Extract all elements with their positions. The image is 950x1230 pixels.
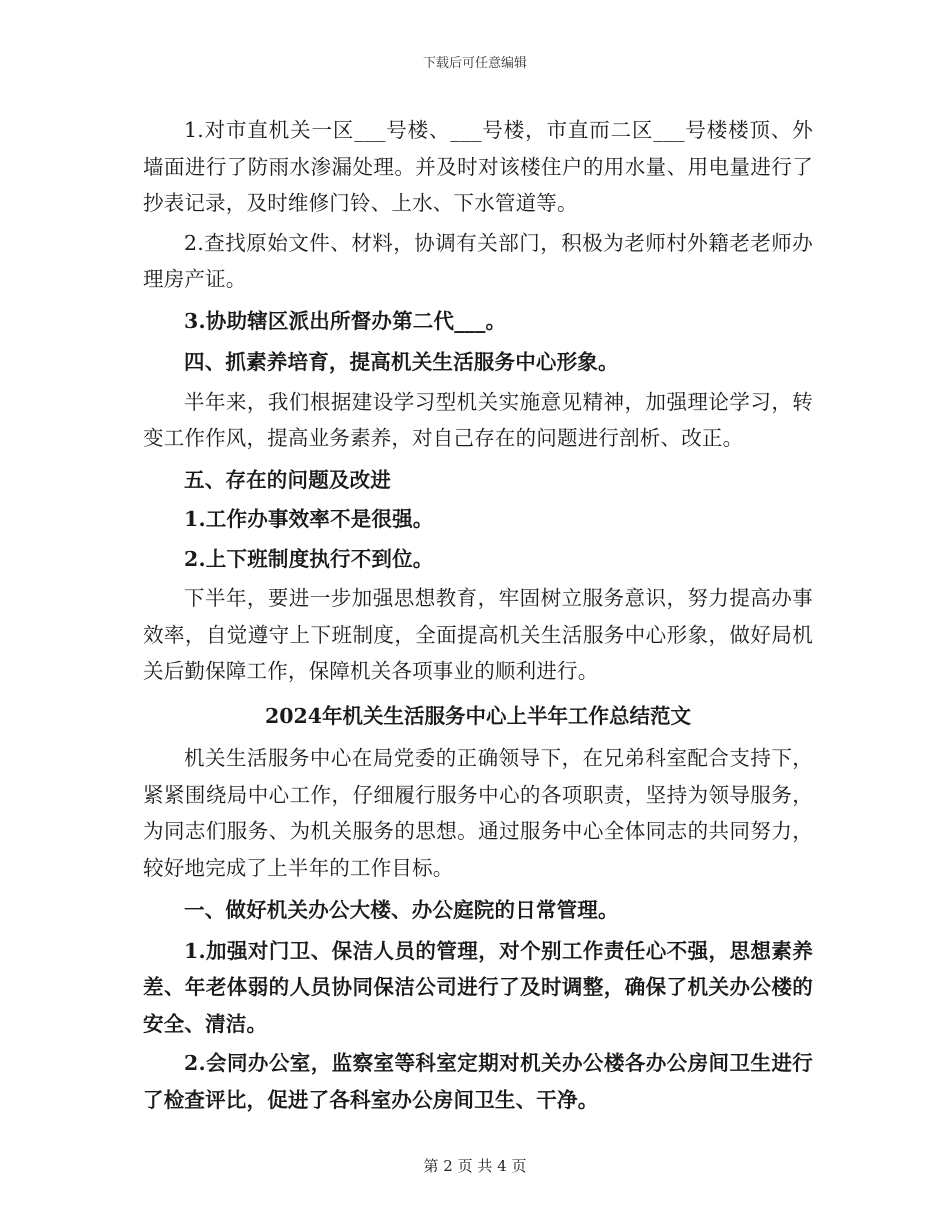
paragraph-item-2: 2.查找原始文件、材料，协调有关部门，积极为老师村外籍老老师办理房产证。 (143, 230, 813, 291)
problem-item-2: 2.上下班制度执行不到位。 (184, 546, 434, 571)
section-heading-1: 一、做好机关办公大楼、办公庭院的日常管理。 (184, 898, 619, 922)
section-heading-4: 四、抓素养培育，提高机关生活服务中心形象。 (184, 350, 619, 374)
paragraph-half-year: 半年来，我们根据建设学习型机关实施意见精神，加强理论学习，转变工作作风，提高业务素养，对自己存在的问题进行剖析、改正。 (143, 389, 813, 450)
problem-item-1: 1.工作办事效率不是很强。 (184, 507, 434, 531)
article-title: 2024年机关生活服务中心上半年工作总结范文 (264, 703, 692, 728)
page-header: 下载后可任意编辑 (422, 56, 527, 71)
paragraph-second-half: 下半年，要进一步加强思想教育，牢固树立服务意识，努力提高办事效率，自觉遵守上下班制度，全面提高机关生活服务中心形象，做好局机关后勤保障工作，保障机关各项事业的顺利进行。 (143, 586, 813, 683)
paragraph-item-3: 3.协助辖区派出所督办第二代___。 (184, 308, 507, 333)
management-item-1: 1.加强对门卫、保洁人员的管理，对个别工作责任心不强，思想素养差、年老体弱的人员协同保洁公司进行了及时调整，确保了机关办公楼的安全、清洁。 (143, 938, 813, 1036)
document-body (143, 112, 813, 1121)
section-heading-5: 五、存在的问题及改进 (184, 467, 391, 492)
page-footer: 第 2 页 共 4 页 (423, 1157, 527, 1175)
paragraph-item-1: 1.对市直机关一区___号楼、___号楼，市直而二区___号楼楼顶、外墙面进行了防雨水渗漏处理。并及时对该楼住户的用水量、用电量进行了抄表记录，及时维修门铃、上水、下水管道等。 (143, 118, 813, 215)
management-item-2: 2.会同办公室，监察室等科室定期对机关办公楼各办公房间卫生进行了检查评比，促进了各科室办公房间卫生、干净。 (143, 1051, 813, 1112)
paragraph-intro: 机关生活服务中心在局党委的正确领导下，在兄弟科室配合支持下，紧紧围绕局中心工作，仔细履行服务中心的各项职责，坚持为领导服务，为同志们服务、为机关服务的思想。通过服务中心全体同志的共同努力，较好地完成了上半年的工作目标。 (143, 746, 813, 880)
